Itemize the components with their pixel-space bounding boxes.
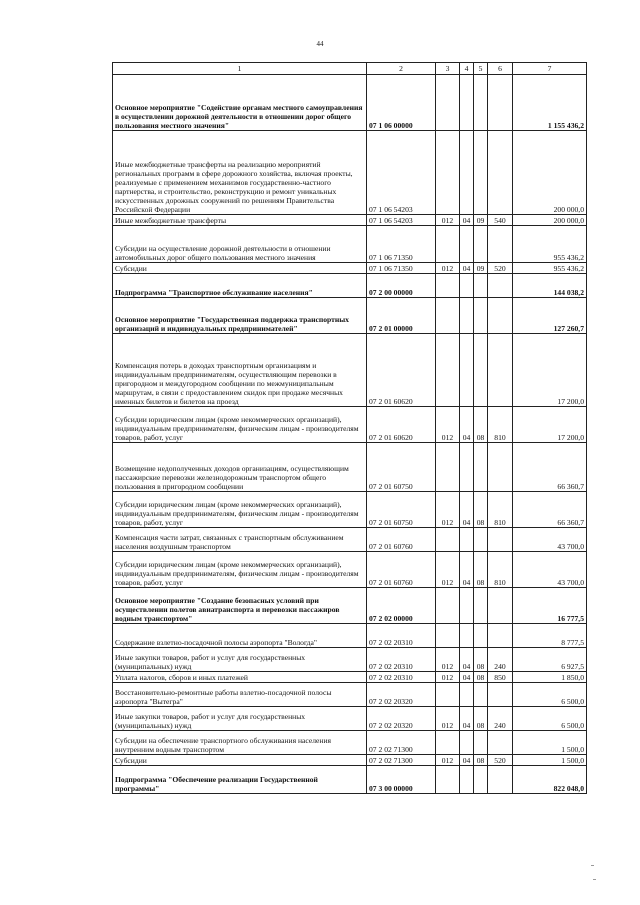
row-name: Иные закупки товаров, работ и услуг для государственных (муниципальных) нужд: [113, 707, 367, 731]
row-expense-type: 520: [488, 263, 513, 274]
row-name: Субсидии юридическим лицам (кроме некоммерческих организаций), индивидуальным предпринимателям, физическим лицам - производителям товаров, работ, услуг: [113, 407, 367, 443]
table-row: [113, 131, 587, 215]
row-expense-type: 850: [488, 672, 513, 683]
row-section: [460, 334, 474, 407]
row-subsection: [474, 75, 488, 131]
row-section: [460, 443, 474, 492]
table-row: [113, 443, 587, 492]
header-col-4: 4: [460, 63, 474, 75]
header-col-6: 6: [488, 63, 513, 75]
row-expense-type: [488, 334, 513, 407]
row-target-code: 07 2 02 71300: [367, 755, 436, 766]
row-section: [460, 766, 474, 794]
row-amount: 6 500,0: [513, 707, 587, 731]
row-grbs: 012: [436, 672, 460, 683]
row-expense-type: 240: [488, 707, 513, 731]
row-target-code: 07 2 01 60760: [367, 552, 436, 588]
row-amount: 955 436,2: [513, 263, 587, 274]
row-section: [460, 528, 474, 552]
table-row: [113, 226, 587, 263]
row-subsection: [474, 731, 488, 755]
row-amount: 8 777,5: [513, 624, 587, 648]
row-subsection: [474, 298, 488, 334]
row-expense-type: [488, 528, 513, 552]
row-amount: 43 700,0: [513, 528, 587, 552]
header-col-2: 2: [367, 63, 436, 75]
row-amount: 16 777,5: [513, 588, 587, 624]
row-section: [460, 131, 474, 215]
row-amount: 43 700,0: [513, 552, 587, 588]
row-expense-type: [488, 298, 513, 334]
row-subsection: [474, 226, 488, 263]
scan-mark: [593, 879, 596, 880]
row-name: Субсидии юридическим лицам (кроме некоммерческих организаций), индивидуальным предпринимателям, физическим лицам - производителям товаров, работ, услуг: [113, 492, 367, 528]
table-row: [113, 588, 587, 624]
row-name: Субсидии на осуществление дорожной деятельности в отношении автомобильных дорог общего пользования местного значения: [113, 226, 367, 263]
table-row: [113, 648, 587, 672]
row-expense-type: 810: [488, 552, 513, 588]
row-expense-type: 540: [488, 215, 513, 226]
row-expense-type: 810: [488, 407, 513, 443]
row-grbs: 012: [436, 407, 460, 443]
row-amount: 1 850,0: [513, 672, 587, 683]
row-section: [460, 624, 474, 648]
row-grbs: [436, 731, 460, 755]
row-name: Иные межбюджетные трансферты на реализацию мероприятий региональных программ в сфере дорожного хозяйства, включая проекты, реализуемые с применением механизмов государственно-частного партнерства, и строительство, реконструкцию и ремонт уникальных искусственных дорожных сооружений по решениям Правительства Российской Федерации: [113, 131, 367, 215]
row-grbs: 012: [436, 215, 460, 226]
page-number: 44: [316, 40, 324, 48]
row-amount: 6 500,0: [513, 683, 587, 707]
row-target-code: 07 1 06 00000: [367, 75, 436, 131]
table-row: [113, 407, 587, 443]
row-grbs: 012: [436, 263, 460, 274]
row-subsection: 09: [474, 215, 488, 226]
row-subsection: [474, 624, 488, 648]
row-target-code: 07 2 01 60750: [367, 492, 436, 528]
row-grbs: [436, 766, 460, 794]
row-amount: 127 260,7: [513, 298, 587, 334]
row-subsection: [474, 766, 488, 794]
row-name: Уплата налогов, сборов и иных платежей: [113, 672, 367, 683]
row-name: Субсидии: [113, 263, 367, 274]
row-expense-type: 240: [488, 648, 513, 672]
row-subsection: 08: [474, 552, 488, 588]
row-amount: 17 200,0: [513, 407, 587, 443]
row-name: Субсидии юридическим лицам (кроме некоммерческих организаций), индивидуальным предпринимателям, физическим лицам - производителям товаров, работ, услуг: [113, 552, 367, 588]
header-col-1: 1: [113, 63, 367, 75]
row-subsection: 08: [474, 755, 488, 766]
row-section: 04: [460, 492, 474, 528]
row-grbs: [436, 334, 460, 407]
row-section: [460, 274, 474, 298]
table-row: [113, 334, 587, 407]
table-row: [113, 298, 587, 334]
row-target-code: 07 1 06 71350: [367, 226, 436, 263]
row-grbs: 012: [436, 707, 460, 731]
row-subsection: 09: [474, 263, 488, 274]
row-target-code: 07 2 01 00000: [367, 298, 436, 334]
row-subsection: [474, 131, 488, 215]
row-expense-type: [488, 75, 513, 131]
row-name: Содержание взлетно-посадочной полосы аэропорта "Вологда": [113, 624, 367, 648]
row-name: Основное мероприятие "Государственная поддержка транспортных организаций и индивидуальных предпринимателей": [113, 298, 367, 334]
row-section: 04: [460, 707, 474, 731]
table-row: [113, 683, 587, 707]
table-header-row: [113, 63, 587, 75]
row-expense-type: 810: [488, 492, 513, 528]
row-target-code: 07 2 02 20310: [367, 648, 436, 672]
row-grbs: [436, 443, 460, 492]
row-expense-type: [488, 766, 513, 794]
row-expense-type: 520: [488, 755, 513, 766]
row-subsection: 08: [474, 648, 488, 672]
row-grbs: [436, 274, 460, 298]
row-grbs: 012: [436, 552, 460, 588]
row-target-code: 07 2 01 60620: [367, 407, 436, 443]
row-grbs: [436, 528, 460, 552]
scan-mark: [591, 865, 594, 866]
table-row: [113, 263, 587, 274]
row-expense-type: [488, 131, 513, 215]
row-target-code: 07 2 01 60760: [367, 528, 436, 552]
row-section: [460, 226, 474, 263]
table-row: [113, 731, 587, 755]
row-name: Основное мероприятие "Создание безопасных условий при осуществлении полетов авиатранспорта и перевозки пассажиров водным транспортом": [113, 588, 367, 624]
row-name: Субсидии: [113, 755, 367, 766]
row-section: [460, 588, 474, 624]
row-expense-type: [488, 226, 513, 263]
row-amount: 1 500,0: [513, 731, 587, 755]
table-row: [113, 624, 587, 648]
row-expense-type: [488, 683, 513, 707]
row-section: [460, 75, 474, 131]
row-subsection: [474, 683, 488, 707]
row-target-code: 07 1 06 54203: [367, 131, 436, 215]
row-section: 04: [460, 648, 474, 672]
table-row: [113, 755, 587, 766]
row-target-code: 07 2 01 60620: [367, 334, 436, 407]
table-row: [113, 492, 587, 528]
row-grbs: 012: [436, 492, 460, 528]
row-subsection: 08: [474, 407, 488, 443]
row-target-code: 07 1 06 71350: [367, 263, 436, 274]
row-amount: 822 048,0: [513, 766, 587, 794]
row-grbs: [436, 226, 460, 263]
row-target-code: 07 2 01 60750: [367, 443, 436, 492]
row-amount: 66 360,7: [513, 492, 587, 528]
row-subsection: [474, 443, 488, 492]
row-subsection: 08: [474, 672, 488, 683]
row-expense-type: [488, 443, 513, 492]
row-section: [460, 298, 474, 334]
row-section: [460, 683, 474, 707]
row-target-code: 07 2 02 20320: [367, 683, 436, 707]
row-section: 04: [460, 215, 474, 226]
row-target-code: 07 2 02 20310: [367, 672, 436, 683]
row-section: 04: [460, 755, 474, 766]
header-col-7: 7: [513, 63, 587, 75]
row-amount: 955 436,2: [513, 226, 587, 263]
row-section: 04: [460, 407, 474, 443]
row-subsection: 08: [474, 707, 488, 731]
row-grbs: [436, 683, 460, 707]
row-name: Иные закупки товаров, работ и услуг для государственных (муниципальных) нужд: [113, 648, 367, 672]
row-subsection: [474, 528, 488, 552]
row-amount: 6 927,5: [513, 648, 587, 672]
table-row: [113, 215, 587, 226]
row-expense-type: [488, 274, 513, 298]
table-row: [113, 274, 587, 298]
row-grbs: 012: [436, 755, 460, 766]
row-name: Компенсация потерь в доходах транспортным организациям и индивидуальным предпринимателям, осуществляющим перевозки в пригородном и междугородном сообщении по межмуниципальным маршрутам, в связи с предоставлением скидок при продаже месячных именных билетов и билетов на проезд: [113, 334, 367, 407]
table-row: [113, 672, 587, 683]
row-target-code: 07 2 02 71300: [367, 731, 436, 755]
row-amount: 144 038,2: [513, 274, 587, 298]
row-expense-type: [488, 731, 513, 755]
row-grbs: [436, 131, 460, 215]
row-target-code: 07 2 02 00000: [367, 588, 436, 624]
row-target-code: 07 1 06 54203: [367, 215, 436, 226]
budget-table: [112, 62, 587, 794]
row-name: Субсидии на обеспечение транспортного обслуживания населения внутренним водным транспортом: [113, 731, 367, 755]
row-name: Основное мероприятие "Содействие органам местного самоуправления в осуществлении дорожной деятельности в отношении дорог общего пользования местного значения": [113, 75, 367, 131]
row-section: 04: [460, 263, 474, 274]
row-expense-type: [488, 588, 513, 624]
row-grbs: [436, 624, 460, 648]
table-row: [113, 75, 587, 131]
row-section: 04: [460, 672, 474, 683]
table-row: [113, 766, 587, 794]
row-name: Компенсация части затрат, связанных с транспортным обслуживанием населения воздушным транспортом: [113, 528, 367, 552]
row-name: Иные межбюджетные трансферты: [113, 215, 367, 226]
row-section: [460, 731, 474, 755]
row-grbs: [436, 75, 460, 131]
row-amount: 17 200,0: [513, 334, 587, 407]
row-target-code: 07 2 02 20310: [367, 624, 436, 648]
row-name: Восстановительно-ремонтные работы взлетно-посадочной полосы аэропорта "Вытегра": [113, 683, 367, 707]
row-name: Подпрограмма "Обеспечение реализации Государственной программы": [113, 766, 367, 794]
row-amount: 200 000,0: [513, 131, 587, 215]
row-grbs: [436, 298, 460, 334]
table-row: [113, 552, 587, 588]
row-target-code: 07 2 02 20320: [367, 707, 436, 731]
row-subsection: 08: [474, 492, 488, 528]
row-subsection: [474, 334, 488, 407]
row-name: Подпрограмма "Транспортное обслуживание населения": [113, 274, 367, 298]
row-target-code: 07 2 00 00000: [367, 274, 436, 298]
row-subsection: [474, 588, 488, 624]
table-row: [113, 528, 587, 552]
row-amount: 200 000,0: [513, 215, 587, 226]
header-col-3: 3: [436, 63, 460, 75]
row-expense-type: [488, 624, 513, 648]
header-col-5: 5: [474, 63, 488, 75]
row-target-code: 07 3 00 00000: [367, 766, 436, 794]
row-amount: 1 500,0: [513, 755, 587, 766]
row-amount: 1 155 436,2: [513, 75, 587, 131]
row-grbs: [436, 588, 460, 624]
row-name: Возмещение недополученных доходов организациям, осуществляющим пассажирские перевозки железнодорожным транспортом общего пользования в пригородном сообщении: [113, 443, 367, 492]
row-amount: 66 360,7: [513, 443, 587, 492]
row-subsection: [474, 274, 488, 298]
table-row: [113, 707, 587, 731]
row-section: 04: [460, 552, 474, 588]
row-grbs: 012: [436, 648, 460, 672]
